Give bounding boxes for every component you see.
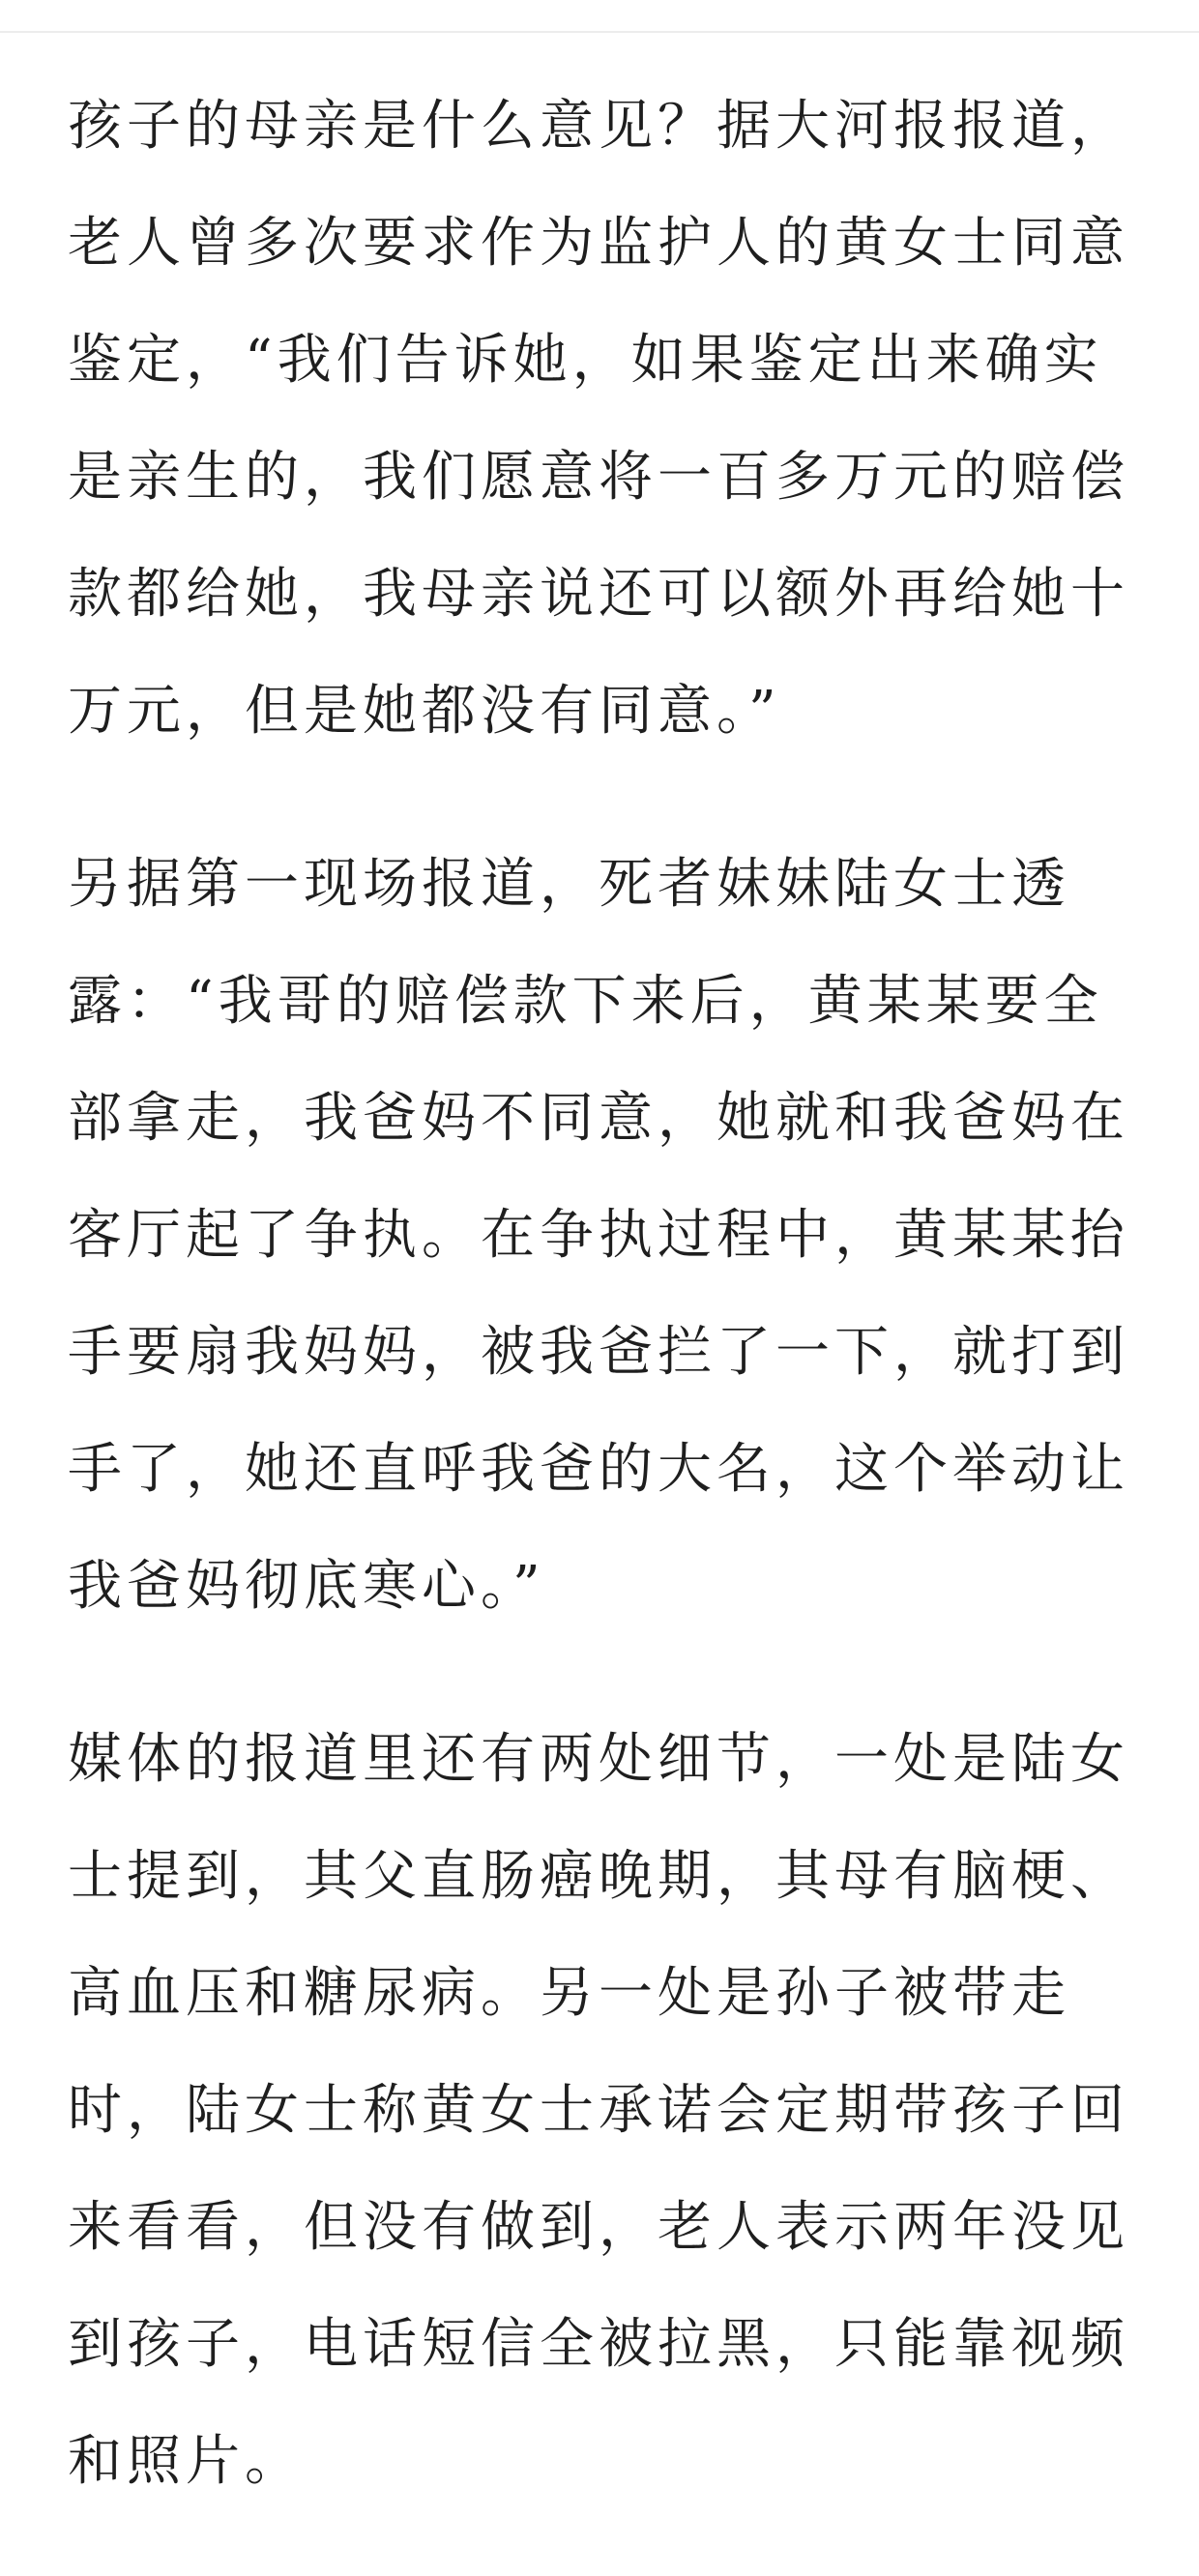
text-line: 鉴定，“我们告诉她，如果鉴定出来确实 (68, 329, 1103, 392)
text-line: 部拿走，我爸妈不同意，她就和我爸妈在 (68, 1087, 1129, 1150)
text-line: 露：“我哥的赔偿款下来后，黄某某要全 (68, 970, 1103, 1033)
text-line: 万元，但是她都没有同意。” (68, 680, 781, 743)
text-line: 老人曾多次要求作为监护人的黄女士同意 (68, 212, 1129, 275)
text-line: 手了，她还直呼我爸的大名，这个举动让 (68, 1438, 1129, 1501)
article-body (68, 68, 1131, 2576)
text-line: 另据第一现场报道，死者妹妹陆女士透 (68, 853, 1070, 916)
paragraph-sister-statement (68, 826, 1131, 1645)
text-line: 时，陆女士称黄女士承诺会定期带孩子回 (68, 2079, 1129, 2142)
paragraph-mother-opinion (68, 68, 1131, 770)
text-line: 我爸妈彻底寒心。” (68, 1555, 545, 1618)
text-line: 士提到，其父直肠癌晚期，其母有脑梗、 (68, 1845, 1129, 1908)
text-line: 手要扇我妈妈，被我爸拦了一下，就打到 (68, 1321, 1129, 1384)
text-line: 是亲生的，我们愿意将一百多万元的赔偿 (68, 446, 1129, 509)
text-line: 来看看，但没有做到，老人表示两年没见 (68, 2196, 1129, 2259)
text-line: 和照片。 (68, 2430, 304, 2493)
text-line: 客厅起了争执。在争执过程中，黄某某抬 (68, 1204, 1129, 1267)
paragraph-media-details (68, 1701, 1131, 2520)
top-divider (0, 31, 1199, 33)
text-line: 孩子的母亲是什么意见？据大河报报道， (68, 95, 1129, 158)
text-line: 款都给她，我母亲说还可以额外再给她十 (68, 563, 1129, 626)
text-line: 到孩子，电话短信全被拉黑，只能靠视频 (68, 2313, 1129, 2376)
text-line: 高血压和糖尿病。另一处是孙子被带走 (68, 1962, 1070, 2025)
text-line: 媒体的报道里还有两处细节，一处是陆女 (68, 1728, 1129, 1791)
